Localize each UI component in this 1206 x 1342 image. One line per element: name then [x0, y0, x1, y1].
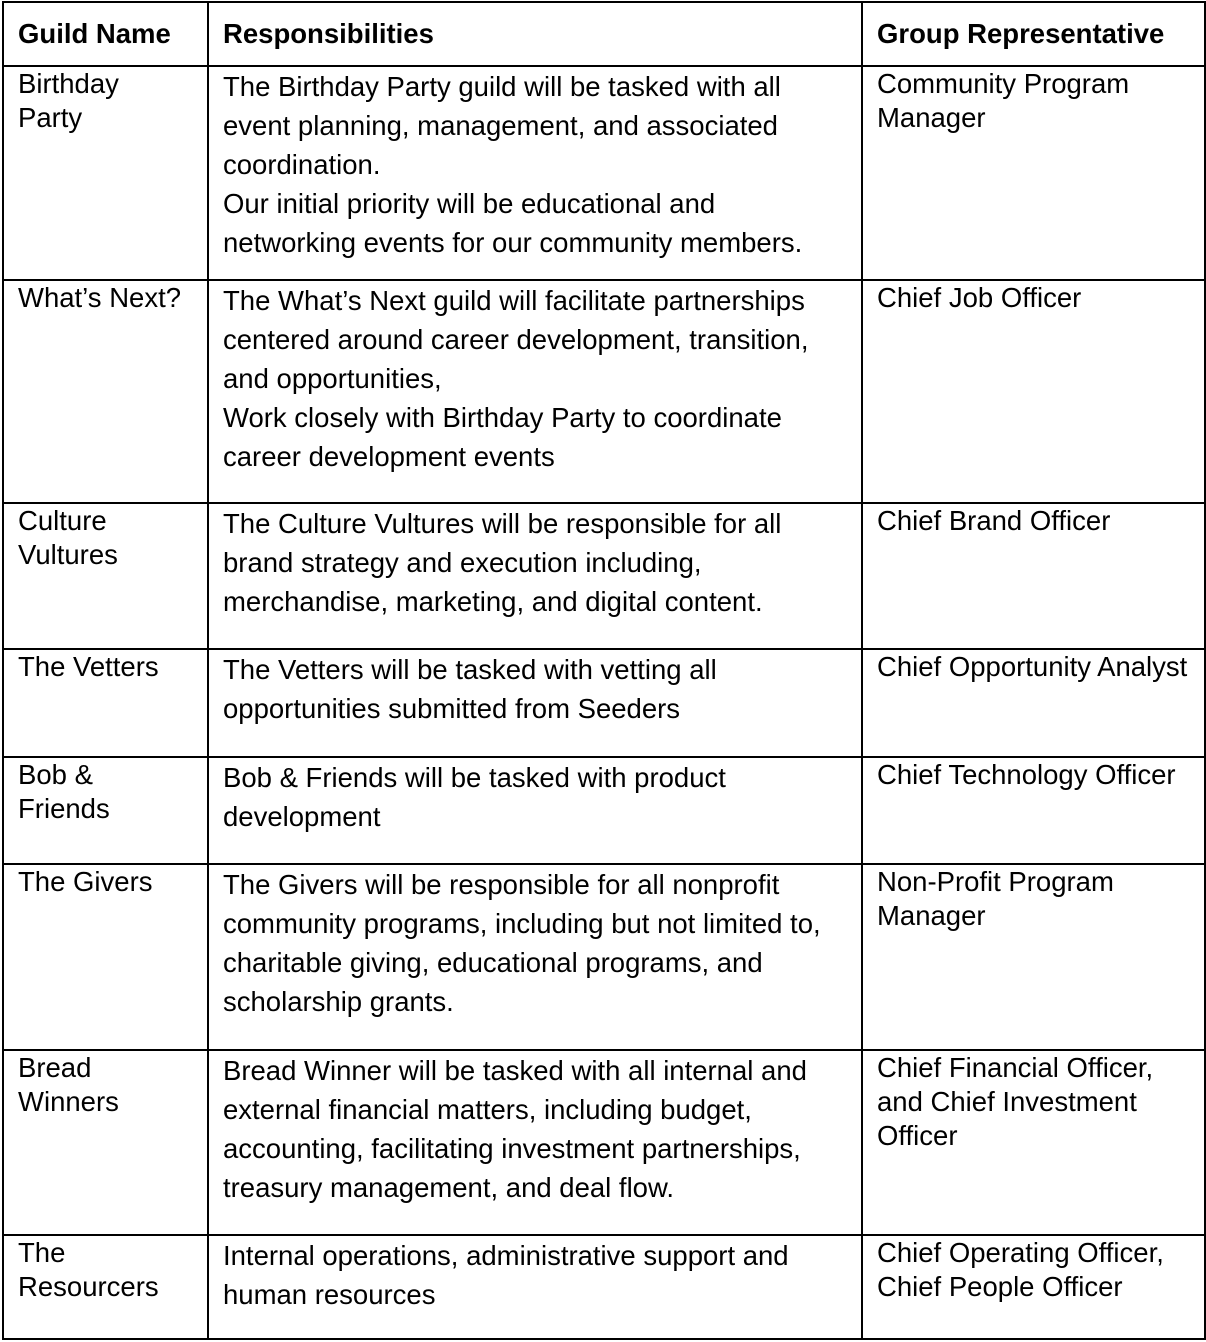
- header-guild-name: Guild Name: [3, 2, 208, 66]
- responsibility-text: The Givers will be responsible for all nonprofit community programs, including but not limited to, charitable giving, educational programs, and scholarship grants.: [223, 869, 821, 1017]
- table-row: [3, 66, 1205, 280]
- responsibility-text: The Culture Vultures will be responsible for all brand strategy and execution including, merchandise, marketing, and digital content.: [223, 508, 782, 617]
- representative-cell: [862, 280, 1205, 503]
- guild-name-cell: [3, 503, 208, 649]
- responsibilities-cell: [208, 280, 862, 503]
- header-row: [3, 2, 1205, 66]
- responsibilities-cell: [208, 864, 862, 1050]
- guild-name: The Vetters: [18, 651, 159, 682]
- responsibilities-cell: [208, 1050, 862, 1235]
- table-header: [3, 2, 1205, 66]
- table-row: [3, 1235, 1205, 1339]
- representative-cell: [862, 503, 1205, 649]
- table-row: [3, 649, 1205, 757]
- guild-name: What’s Next?: [18, 282, 182, 313]
- table-row: [3, 864, 1205, 1050]
- table-row: [3, 503, 1205, 649]
- guild-name-cell: [3, 864, 208, 1050]
- representative-cell: [862, 66, 1205, 280]
- responsibility-text: Work closely with Birthday Party to coordinate career development events: [223, 402, 782, 472]
- guild-name-cell: [3, 66, 208, 280]
- guild-table: [2, 1, 1206, 1340]
- responsibility-text: The What’s Next guild will facilitate partnerships centered around career development, transition, and opportunities,: [223, 285, 809, 394]
- responsibility-text: Internal operations, administrative support and human resources: [223, 1240, 789, 1310]
- representative-cell: [862, 649, 1205, 757]
- table-body: [3, 66, 1205, 1339]
- representative-cell: [862, 864, 1205, 1050]
- header-responsibilities: Responsibilities: [208, 2, 862, 66]
- responsibilities-cell: [208, 1235, 862, 1339]
- representative-name: Chief Opportunity Analyst: [877, 651, 1188, 682]
- representative-name: Chief Job Officer: [877, 282, 1082, 313]
- representative-name: Community Program Manager: [877, 68, 1130, 133]
- representative-name: Chief Brand Officer: [877, 505, 1111, 536]
- representative-cell: [862, 1235, 1205, 1339]
- guild-name: Birthday Party: [18, 68, 119, 133]
- guild-name-cell: [3, 649, 208, 757]
- table-row: [3, 1050, 1205, 1235]
- responsibilities-cell: [208, 503, 862, 649]
- guild-name: Bread Winners: [18, 1052, 119, 1117]
- guild-name: Bob & Friends: [18, 759, 110, 824]
- responsibilities-cell: [208, 66, 862, 280]
- responsibilities-cell: [208, 649, 862, 757]
- representative-name: Chief Technology Officer: [877, 759, 1176, 790]
- table-row: [3, 757, 1205, 864]
- header-group-representative: Group Representative: [862, 2, 1205, 66]
- responsibility-text: Bread Winner will be tasked with all internal and external financial matters, including budget, accounting, facilitating investment partnerships, treasury management, and deal flow.: [223, 1055, 807, 1203]
- guild-name-cell: [3, 1050, 208, 1235]
- representative-cell: [862, 1050, 1205, 1235]
- table-row: [3, 280, 1205, 503]
- responsibilities-cell: [208, 757, 862, 864]
- guild-name-cell: [3, 1235, 208, 1339]
- guild-name: Culture Vultures: [18, 505, 118, 570]
- responsibility-text: The Birthday Party guild will be tasked with all event planning, management, and associated coordination.: [223, 71, 781, 180]
- guild-name-cell: [3, 757, 208, 864]
- representative-name: Chief Operating Officer, Chief People Officer: [877, 1237, 1164, 1302]
- responsibility-text: The Vetters will be tasked with vetting all opportunities submitted from Seeders: [223, 654, 717, 724]
- responsibility-text: Bob & Friends will be tasked with product development: [223, 762, 726, 832]
- guild-name-cell: [3, 280, 208, 503]
- guild-name: The Resourcers: [18, 1237, 159, 1302]
- representative-cell: [862, 757, 1205, 864]
- guild-name: The Givers: [18, 866, 153, 897]
- representative-name: Chief Financial Officer, and Chief Investment Officer: [877, 1052, 1154, 1151]
- representative-name: Non-Profit Program Manager: [877, 866, 1114, 931]
- responsibility-text: Our initial priority will be educational and networking events for our community members.: [223, 188, 803, 258]
